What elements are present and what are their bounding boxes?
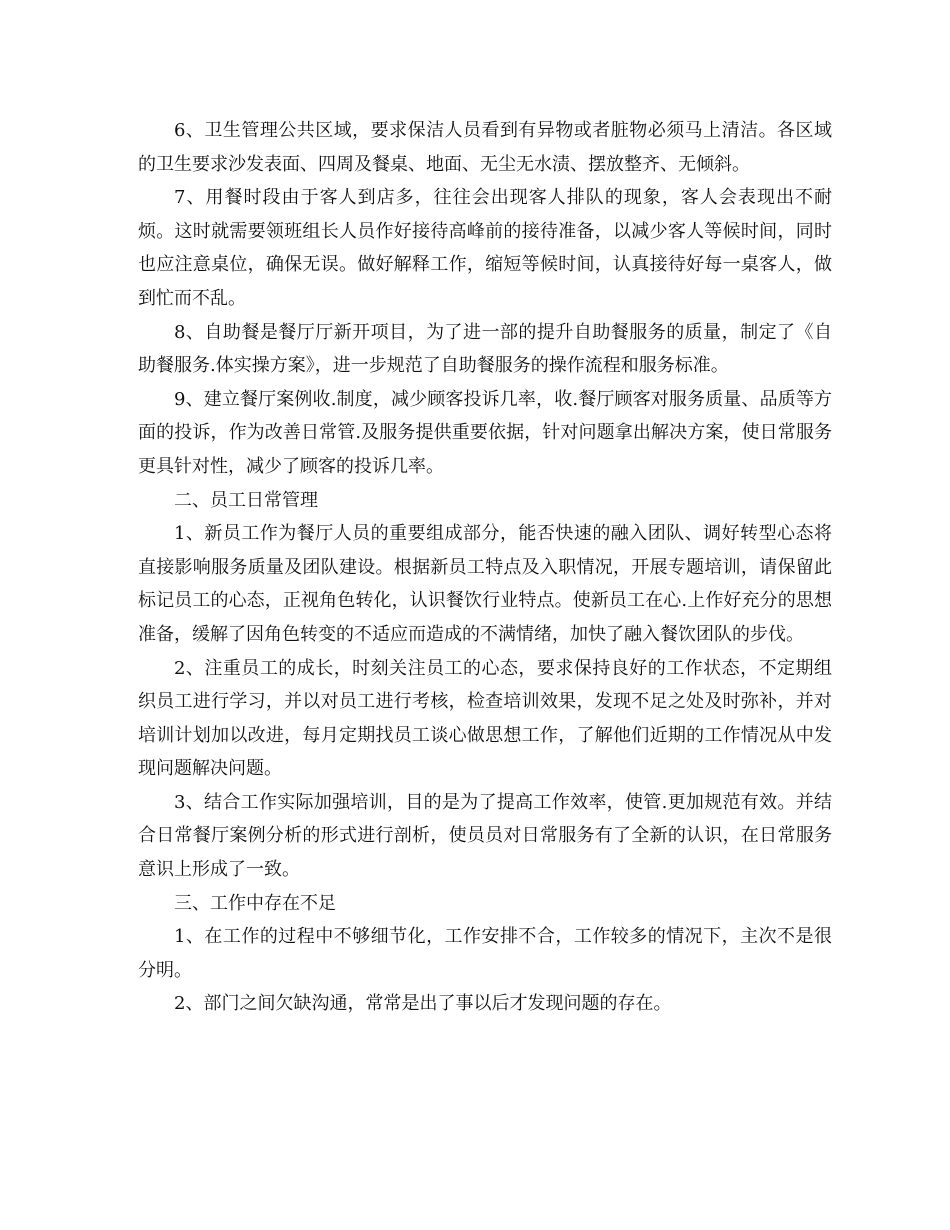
paragraph-6-hygiene: 6、卫生管理公共区域，要求保洁人员看到有异物或者脏物必须马上清洁。各区域的卫生要求沙发表面、四周及餐桌、地面、无尘无水渍、摆放整齐、无倾斜。 — [138, 120, 832, 175]
paragraph-7-dining-peak: 7、用餐时段由于客人到店多，往往会出现客人排队的现象，客人会表现出不耐烦。这时就需要领班组长人员作好接待高峰前的接待准备，以减少客人等候时间，同时也应注意桌位，确保无误。做好解释工作，缩短等候时间，认真接待好每一桌客人，做到忙而不乱。 — [138, 187, 832, 309]
paragraph-staff-1-new-staff: 1、新员工作为餐厅人员的重要组成部分，能否快速的融入团队、调好转型心态将直接影响服务质量及团队建设。根据新员工特点及入职情况，开展专题培训，请保留此标记员工的心态，正视角色转化，认识餐饮行业特点。使新员工在心.上作好充分的思想准备，缓解了因角色转变的不适应而造成的不满情绪，加快了融入餐饮团队的步伐。 — [138, 523, 832, 645]
paragraph-shortcoming-2: 2、部门之间欠缺沟通，常常是出了事以后才发现问题的存在。 — [174, 993, 672, 1015]
paragraph-8-buffet: 8、自助餐是餐厅厅新开项目，为了进一部的提升自助餐服务的质量，制定了《自助餐服务.体实操方案》，进一步规范了自助餐服务的操作流程和服务标准。 — [138, 321, 832, 377]
paragraph-staff-3-training: 3、结合工作实际加强培训，目的是为了提高工作效率，使管.更加规范有效。并结合日常餐厅案例分析的形式进行剖析，使员员对日常服务有了全新的认识，在日常服务意识上形成了一致。 — [138, 791, 832, 881]
paragraph-9-case-system: 9、建立餐厅案例收.制度，减少顾客投诉几率，收.餐厅顾客对服务质量、品质等方面的投诉，作为改善日常管.及服务提供重要依据，针对问题拿出解决方案，使日常服务更具针对性，减少了顾客的投诉几率。 — [138, 388, 832, 477]
paragraph-shortcoming-1: 1、在工作的过程中不够细节化，工作安排不合，工作较多的情况下，主次不是很分明。 — [138, 926, 832, 981]
paragraph-staff-2-growth: 2、注重员工的成长，时刻关注员工的心态，要求保持良好的工作状态，不定期组织员工进行学习，并以对员工进行考核，检查培训效果，发现不足之处及时弥补，并对培训计划加以改进，每月定期找员工谈心做思想工作，了解他们近期的工作情况从中发现问题解决问题。 — [138, 657, 832, 780]
section-heading-shortcomings: 三、工作中存在不足 — [174, 892, 336, 914]
section-heading-staff-management: 二、员工日常管理 — [174, 489, 318, 511]
